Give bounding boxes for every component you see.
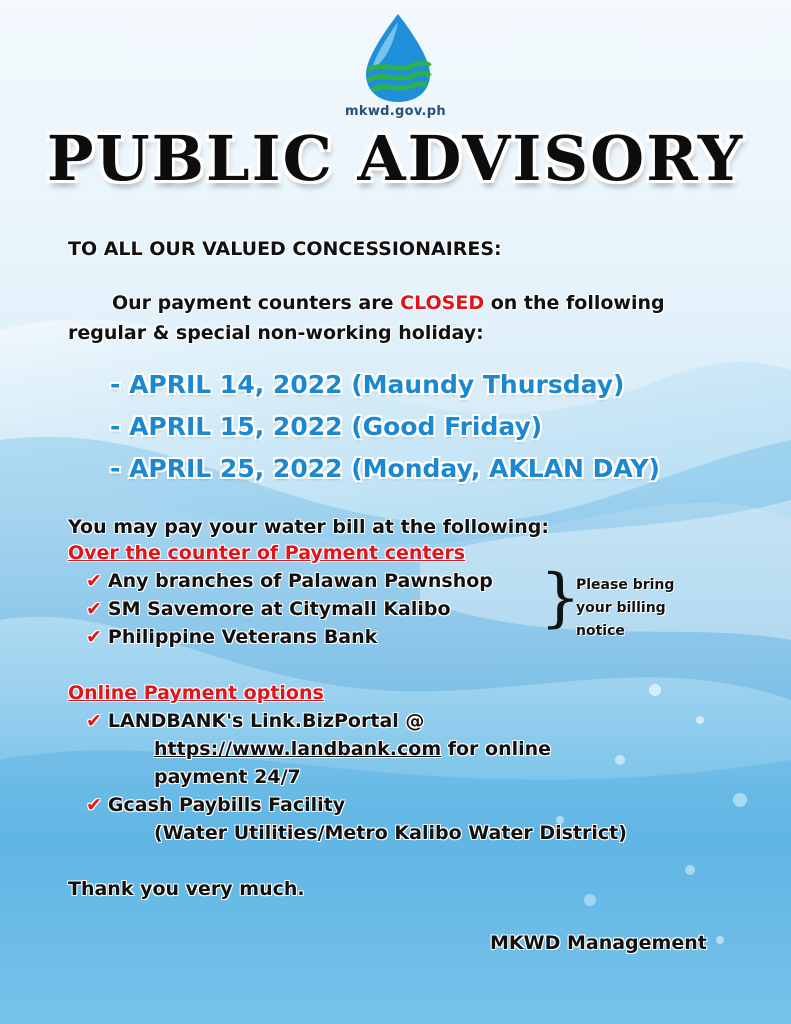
holiday-date: - APRIL 25, 2022 (Monday, AKLAN DAY) (110, 454, 660, 483)
online-heading: Online Payment options (68, 682, 324, 704)
holiday-date: - APRIL 14, 2022 (Maundy Thursday) (110, 370, 625, 399)
check-icon: ✔ (86, 794, 102, 816)
brace-icon: } (540, 561, 581, 635)
holiday-date: - APRIL 15, 2022 (Good Friday) (110, 412, 543, 441)
gcash-line-2: (Water Utilities/Metro Kalibo Water District) (154, 822, 627, 844)
signature: MKWD Management (490, 932, 707, 954)
intro-line-2: regular & special non-working holiday: (68, 322, 484, 344)
salutation: TO ALL OUR VALUED CONCESSIONAIRES: (68, 238, 502, 260)
counter-item: SM Savemore at Citymall Kalibo (107, 598, 451, 620)
landbank-line-2 (154, 738, 551, 760)
landbank-line-1: LANDBANK's Link.BizPortal @ (107, 710, 425, 732)
intro-after: on the following (484, 292, 665, 314)
closed-highlight: CLOSED (400, 292, 485, 314)
check-icon: ✔ (86, 626, 102, 648)
page-title: PUBLIC ADVISORY (46, 122, 745, 195)
check-icon: ✔ (86, 710, 102, 732)
water-drop-logo (358, 12, 438, 104)
list-item (86, 710, 424, 732)
landbank-link[interactable]: https://www.landbank.com (154, 738, 442, 760)
counter-item: Any branches of Palawan Pawnshop (107, 570, 493, 592)
list-item (86, 598, 451, 620)
counter-item: Philippine Veterans Bank (107, 626, 378, 648)
list-item (86, 626, 377, 648)
list-item (86, 570, 493, 592)
billing-note: Please bring your billing notice (576, 577, 675, 639)
landbank-line-3: payment 24/7 (154, 766, 301, 788)
counter-heading: Over the counter of Payment centers (68, 542, 466, 564)
thanks: Thank you very much. (68, 878, 305, 900)
intro-before: Our payment counters are (112, 292, 401, 314)
gcash-line-1: Gcash Paybills Facility (107, 794, 346, 816)
landbank-after: for online (441, 738, 552, 760)
list-item (86, 794, 345, 816)
pay-intro: You may pay your water bill at the following: (68, 516, 549, 538)
check-icon: ✔ (86, 570, 102, 592)
intro-line-1 (112, 292, 665, 314)
check-icon: ✔ (86, 598, 102, 620)
site-url: mkwd.gov.ph (345, 104, 446, 119)
